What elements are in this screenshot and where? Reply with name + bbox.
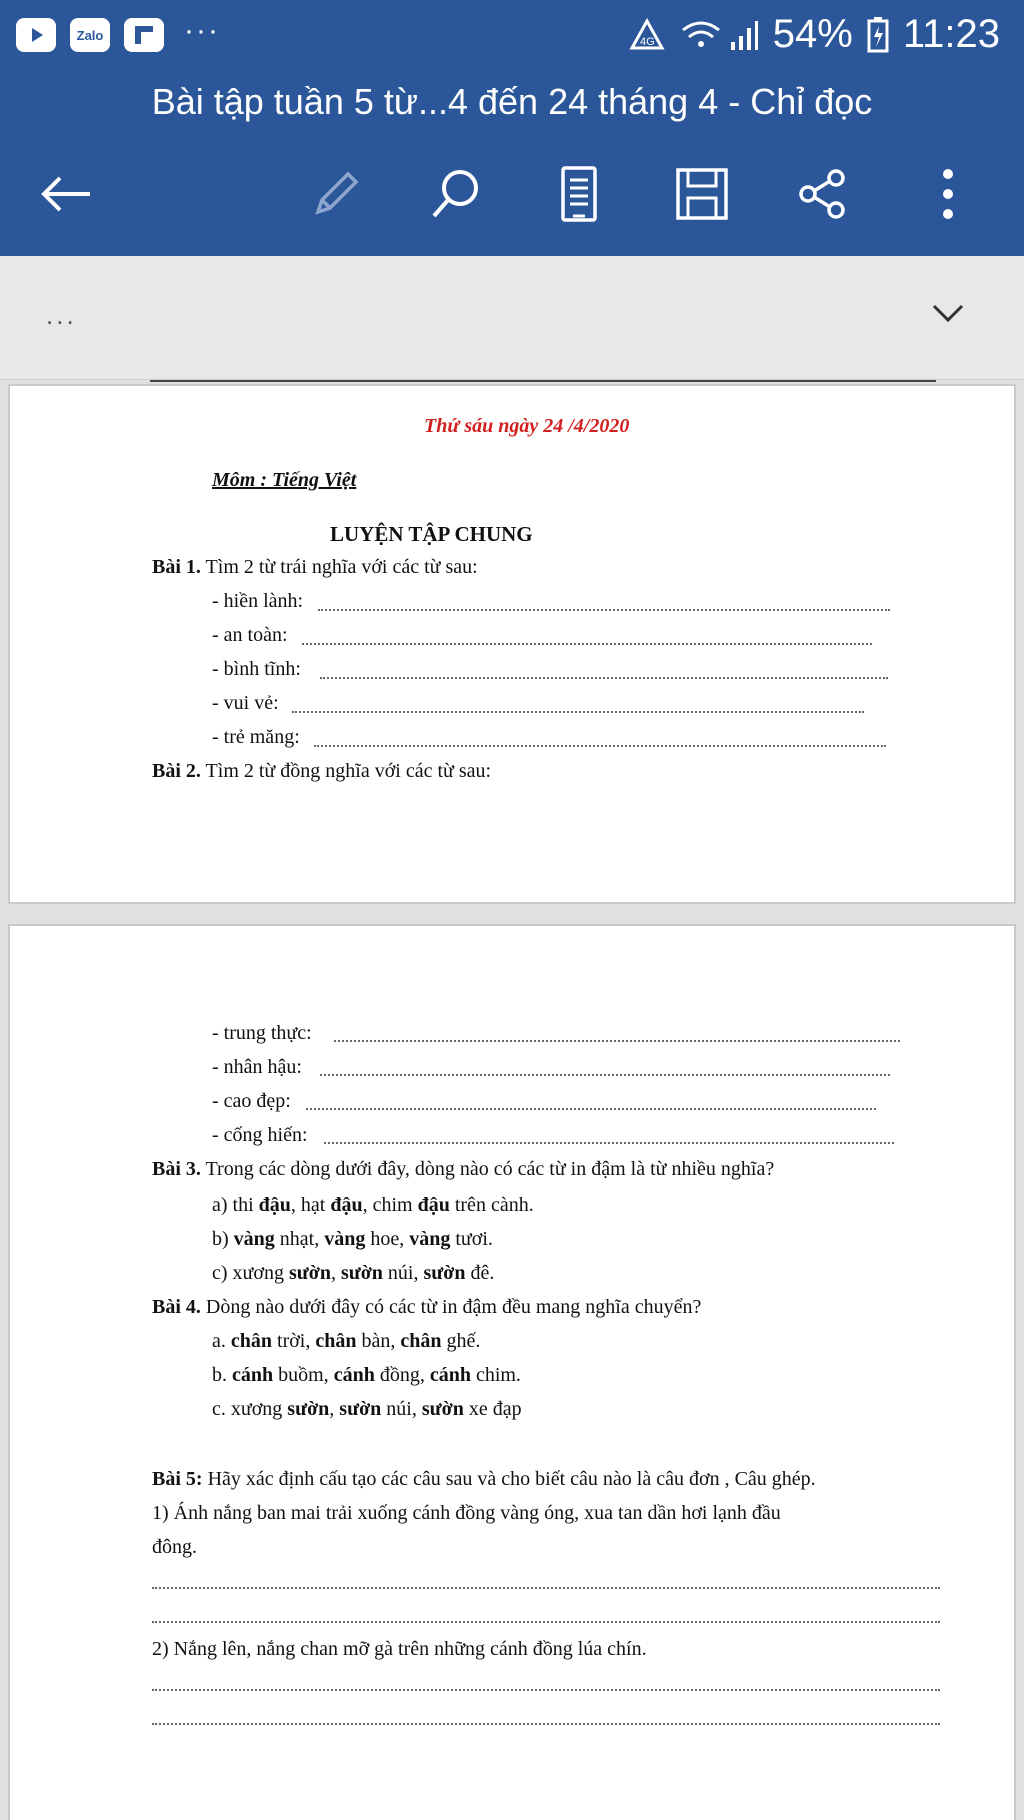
share-icon [794,166,850,222]
back-icon [38,174,94,214]
bai5-question: Bài 5: Hãy xác định cấu tạo các câu sau và cho biết câu nào là câu đơn , Câu ghép. [152,1468,816,1490]
svg-text:4G: 4G [639,35,655,48]
wifi-signal-icon [679,18,759,52]
bai3-option-b: b) vàng nhạt, vàng hoe, vàng tươi. [212,1228,493,1250]
answer-line [306,1108,876,1110]
app-bar [0,0,1024,256]
back-button[interactable] [30,158,102,230]
answer-line [152,1723,940,1725]
bai4-option-a: a. chân trời, chân bàn, chân ghế. [212,1330,481,1352]
pencil-icon [308,166,364,222]
answer-line [324,1142,894,1144]
youtube-icon [16,18,56,52]
reading-view-icon [557,164,601,224]
date-line: Thứ sáu ngày 24 /4/2020 [424,415,630,437]
share-button[interactable] [786,158,858,230]
list-item: - nhân hậu: [212,1056,302,1078]
answer-line [292,711,864,713]
list-item: - vui vẻ: [212,692,279,714]
status-icons [629,12,1000,57]
search-icon [426,164,486,224]
status-bar [0,0,1024,72]
subject-line: Môm : Tiếng Việt [212,469,357,491]
more-options-button[interactable] [912,158,984,230]
battery-icon [867,17,889,53]
clock: 11:23 [902,12,1000,56]
answer-line [302,643,872,645]
bai4-option-c: c. xương sườn, sườn núi, sườn xe đạp [212,1398,522,1420]
command-bar [0,256,1024,380]
list-item: - an toàn: [212,624,288,646]
edit-button[interactable] [300,158,372,230]
answer-line [334,1040,900,1042]
list-item: - trung thực: [212,1022,312,1044]
list-item: - bình tĩnh: [212,658,301,680]
flipboard-icon [124,18,164,52]
notification-more: ··· [184,14,220,47]
more-vert-icon [938,164,958,224]
answer-line [320,1074,890,1076]
bai4-option-b: b. cánh buồm, cánh đồng, cánh chim. [212,1364,521,1386]
battery-percent: 54% [772,12,853,56]
document-title: Bài tập tuần 5 từ...4 đến 24 tháng 4 - Chỉ đọc [151,81,873,122]
answer-line [152,1689,940,1691]
answer-line [152,1587,940,1589]
answer-line [318,609,890,611]
bai5-sentence-2: 2) Nắng lên, nắng chan mỡ gà trên những cánh đồng lúa chín. [152,1638,647,1660]
search-button[interactable] [420,158,492,230]
chevron-down-icon [928,298,968,328]
save-icon [674,166,730,222]
bai3-question: Bài 3. Trong các dòng dưới đây, dòng nào có các từ in đậm là từ nhiều nghĩa? [152,1158,775,1180]
bai5-sentence-1: 1) Ánh nắng ban mai trải xuống cánh đồng vàng óng, xua tan dần hơi lạnh đầu [152,1502,781,1524]
data-saver-icon [629,18,665,52]
save-button[interactable] [666,158,738,230]
command-more-dots[interactable]: ... [46,300,77,330]
list-item: - cao đẹp: [212,1090,291,1112]
bai1-question: Bài 1. Tìm 2 từ trái nghĩa với các từ sau: [152,556,478,578]
bai2-question: Bài 2. Tìm 2 từ đồng nghĩa với các từ sau: [152,760,492,782]
bai4-question: Bài 4. Dòng nào dưới đây có các từ in đậm đều mang nghĩa chuyển? [152,1296,702,1318]
list-item: - hiền lành: [212,590,304,612]
zalo-icon: Zalo [70,18,110,52]
list-item: - cống hiến: [212,1124,308,1146]
toolbar [0,150,1024,240]
bai3-option-c: c) xương sườn, sườn núi, sườn đê. [212,1262,495,1284]
list-item: - trẻ măng: [212,726,300,748]
bai3-option-a: a) thi đậu, hạt đậu, chim đậu trên cành. [212,1194,534,1216]
page-divider [150,380,936,382]
bai5-sentence-1-cont: đông. [152,1536,197,1558]
answer-line [320,677,888,679]
reading-view-button[interactable] [543,158,615,230]
doc-heading: LUYỆN TẬP CHUNG [330,522,533,546]
answer-line [314,745,886,747]
expand-button[interactable] [928,298,968,333]
answer-line [152,1621,940,1623]
